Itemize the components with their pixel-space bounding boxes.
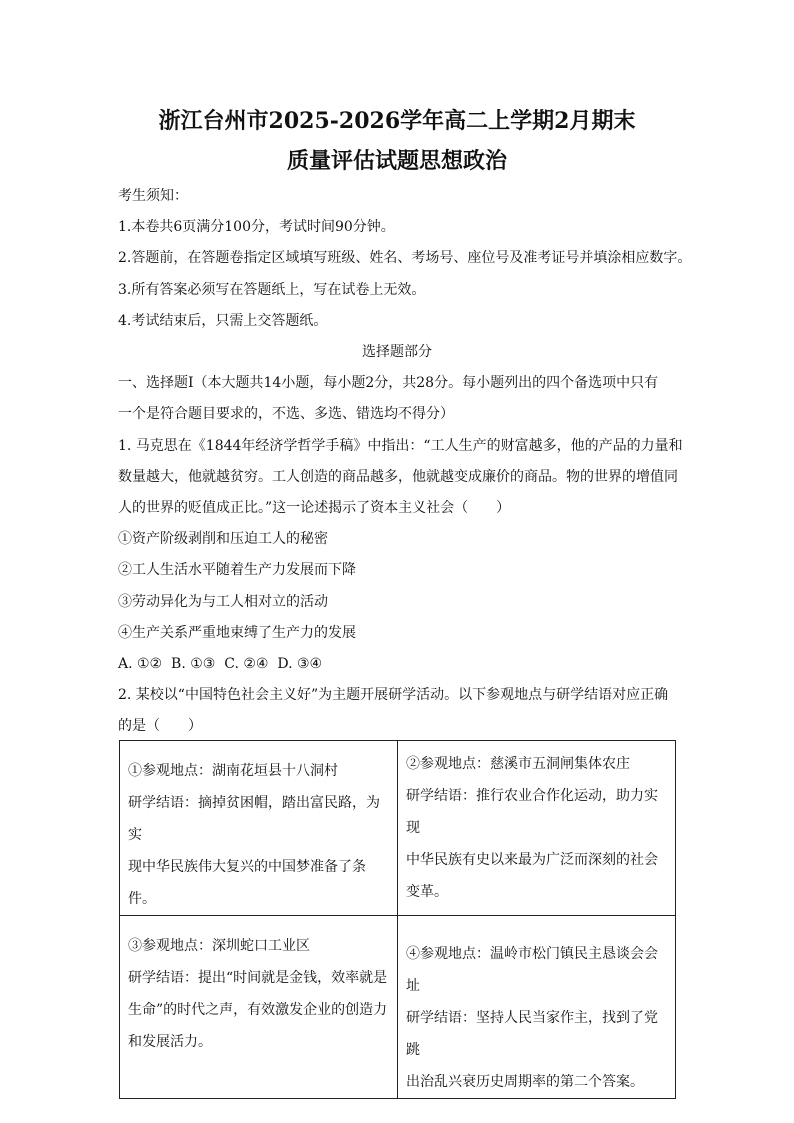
q1-stem-line3: 人的世界的贬值成正比。”这一论述揭示了资本主义社会（ ） xyxy=(118,500,511,516)
q2-cell-2-place: ②参观地点：慈溪市五洞闸集体农庄 xyxy=(406,756,630,772)
section-instruction-line2: 一个是符合题目要求的，不选、多选、错选均不得分） xyxy=(118,406,454,422)
q2-stem-line1: 2. 某校以“中国特色社会主义好”为主题开展研学活动。以下参观地点与研学结语对应正确 xyxy=(118,687,669,703)
q2-cell-3-place: ③参观地点：深圳蛇口工业区 xyxy=(128,938,310,954)
exam-title-line2: 质量评估试题思想政治 xyxy=(286,148,507,174)
q1-statement-3: ③劳动异化为与工人相对立的活动 xyxy=(118,594,328,610)
notice-item-3: 3.所有答案必须写在答题纸上，写在试卷上无效。 xyxy=(118,282,426,298)
section-title: 选择题部分 xyxy=(362,344,432,360)
q2-cell-1-summary-1: 研学结语：摘掉贫困帽，踏出富民路，为实 xyxy=(128,795,380,843)
q1-stem-line1: 1. 马克思在《1844年经济学哲学手稿》中指出：“工人生产的财富越多，他的产品的力量和 xyxy=(118,438,683,454)
q2-cell-4-summary-2: 出治乱兴衰历史周期率的第二个答案。 xyxy=(406,1074,644,1090)
q1-option-a: A. ①② xyxy=(118,656,163,672)
q1-option-c: C. ②④ xyxy=(224,656,269,672)
q2-cell-1 xyxy=(120,741,398,916)
notice-item-1: 1.本卷共6页满分100分，考试时间90分钟。 xyxy=(118,219,395,235)
q2-cell-3 xyxy=(120,916,398,1099)
q1-option-d: D. ③④ xyxy=(277,656,323,672)
q1-options xyxy=(118,654,322,674)
q2-cell-1-place: ①参观地点：湖南花垣县十八洞村 xyxy=(128,763,338,779)
exam-title-line1: 浙江台州市2025-2026学年高二上学期2月期末 xyxy=(158,108,636,134)
q1-option-b: B. ①③ xyxy=(171,656,216,672)
q2-cell-2-summary-1: 研学结语：推行农业合作化运动，助力实现 xyxy=(406,788,658,836)
q1-stem-line2: 数量越大，他就越贫穷。工人创造的商品越多，他就越变成廉价的商品。物的世界的增值同 xyxy=(118,469,678,485)
q1-statement-4: ④生产关系严重地束缚了生产力的发展 xyxy=(118,625,356,641)
q2-stem-line2: 的是（ ） xyxy=(118,718,202,734)
q1-statement-1: ①资产阶级剥削和压迫工人的秘密 xyxy=(118,531,328,547)
notice-heading: 考生须知： xyxy=(118,188,188,204)
notice-item-2: 2.答题前，在答题卷指定区域填写班级、姓名、考场号、座位号及准考证号并填涂相应数字。 xyxy=(118,250,692,266)
q2-cell-2 xyxy=(398,741,676,916)
q1-statement-2: ②工人生活水平随着生产力发展而下降 xyxy=(118,562,356,578)
notice-item-4: 4.考试结束后，只需上交答题纸。 xyxy=(118,313,328,329)
section-instruction-line1: 一、选择题Ⅰ（本大题共14小题，每小题2分，共28分。每小题列出的四个备选项中只有 xyxy=(118,375,659,391)
q2-table xyxy=(119,740,676,1099)
q2-cell-3-summary-3: 和发展活力。 xyxy=(128,1034,212,1050)
q2-cell-2-summary-3: 变革。 xyxy=(406,884,448,900)
q2-cell-4-place: ④参观地点：温岭市松门镇民主恳谈会会址 xyxy=(406,946,658,994)
q2-cell-3-summary-1: 研学结语：提出“时间就是金钱，效率就是 xyxy=(128,970,388,986)
q2-cell-1-summary-2: 现中华民族伟大复兴的中国梦准备了条件。 xyxy=(128,859,366,907)
q2-cell-3-summary-2: 生命”的时代之声，有效激发企业的创造力 xyxy=(128,1002,388,1018)
q2-cell-4-summary-1: 研学结语：坚持人民当家作主，找到了党跳 xyxy=(406,1010,658,1058)
q2-cell-4 xyxy=(398,916,676,1099)
q2-cell-2-summary-2: 中华民族有史以来最为广泛而深刻的社会 xyxy=(406,852,658,868)
